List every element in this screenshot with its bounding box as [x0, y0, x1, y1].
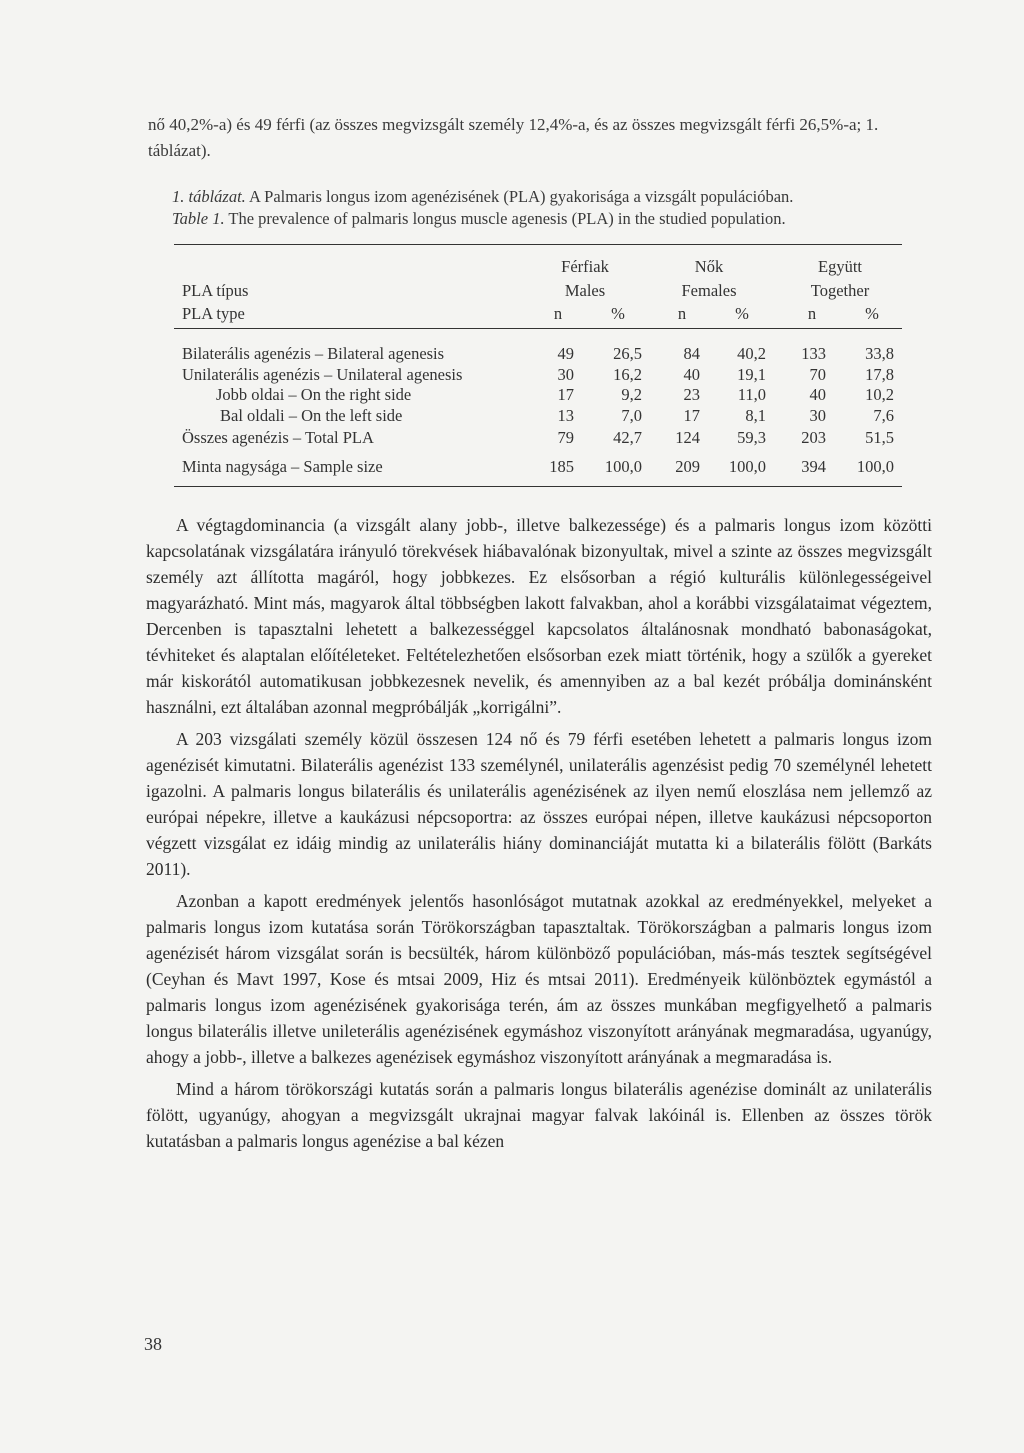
- table-cell: 133: [801, 344, 826, 363]
- table-cell: 26,5: [613, 344, 642, 363]
- body-paragraph: Azonban a kapott eredmények jelentős hasonlóságot mutatnak azokkal az eredményekkel, melyeket a palmaris longus izom kutatása során Törökországban tapasztaltak. Törökországban a palmaris longus izom agenézisét három vizsgálat során is becsülték, három különböző populációban, más-más tesztek segítségével (Ceyhan és Mavt 1997, Kose és mtsai 2009, Hiz és mtsai 2011). Eredményeik különböztek egymástól a palmaris longus izom agenézisének gyakorisága terén, ám az összes munkában megfigyelhető a palmaris longus bilaterális illetve unileterális agenézisének egymáshoz viszonyított arányának megmaradása, ugyanúgy, ahogy a jobb-, illetve a balkezes agenézisek egymáshoz viszonyított arányának a megmaradása is.: [146, 891, 932, 1067]
- table-caption-en-label: Table 1.: [172, 209, 225, 228]
- table-caption-en: [172, 208, 932, 230]
- table-top-rule: [174, 244, 902, 245]
- table-cell: 30: [557, 365, 574, 384]
- table-cell: 203: [801, 428, 826, 447]
- table-row-label: Összes agenézis – Total PLA: [182, 428, 374, 447]
- table-cell: 59,3: [737, 428, 766, 447]
- table-cell: 17: [683, 406, 700, 425]
- body-paragraph: A végtagdominancia (a vizsgált alany jobb-, illetve balkezessége) és a palmaris longus izom közötti kapcsolatának vizsgálatára irányuló törekvések hiábavalónak bizonyultak, mivel a szinte az összes megvizsgált személy azt állította magáról, hogy jobbkezes. Ez elsősorban a régió kulturális különlegességeivel magyarázható. Mint más, magyarok által többségben lakott falvakban, ahol a korábbi vizsgálataimat végeztem, Dercenben is tapasztalni lehetett a balkezességgel kapcsolatos általánosnak mondható babonaságokat, tévhiteket és alaptalan előítéleteket. Feltételezhetően elsősorban ezek miatt történik, hogy a szülők a gyereket már kiskorától automatikusan jobbkezesnek nevelik, és amennyiben az a bal kezét próbálja dominánsként használni, ezt általában azonnal megpróbálják „korrigálni”.: [146, 515, 932, 717]
- col1-header-hu: PLA típus: [182, 281, 249, 300]
- table-cell: 8,1: [745, 406, 766, 425]
- group-header-females-hu: Nők: [694, 257, 724, 276]
- table-row-label: Minta nagysága – Sample size: [182, 457, 383, 476]
- table-cell: 40: [683, 365, 700, 384]
- table-cell: 124: [675, 428, 700, 447]
- col1-header-en: PLA type: [182, 304, 245, 323]
- table-cell: 30: [809, 406, 826, 425]
- subheader-n: n: [677, 304, 687, 323]
- table-cell: 394: [801, 457, 826, 476]
- table-caption-hu-label: 1. táblázat.: [172, 187, 246, 206]
- table-cell: 10,2: [865, 385, 894, 404]
- table-row-label: Bilaterális agenézis – Bilateral agenesis: [182, 344, 445, 363]
- group-header-together-hu: Együtt: [818, 257, 862, 276]
- table-cell: 13: [557, 406, 574, 425]
- table-cell: 33,8: [865, 344, 894, 363]
- table-row-label: Jobb oldai – On the right side: [216, 385, 412, 404]
- table-bottom-rule: [174, 486, 902, 487]
- subheader-n: n: [807, 304, 817, 323]
- table-cell: 100,0: [856, 457, 894, 476]
- table-cell: 7,0: [621, 406, 642, 425]
- table-cell: 209: [675, 457, 700, 476]
- subheader-pct: %: [611, 304, 625, 323]
- table-header-rule: [174, 328, 902, 329]
- table-cell: 185: [549, 457, 574, 476]
- group-header-males-en: Males: [564, 281, 606, 300]
- table-cell: 51,5: [865, 428, 894, 447]
- subheader-n: n: [553, 304, 563, 323]
- table-cell: 79: [557, 428, 574, 447]
- table-cell: 9,2: [621, 385, 642, 404]
- intro-paragraph: nő 40,2%-a) és 49 férfi (az összes megvizsgált személy 12,4%-a, és az összes megvizsgált férfi 26,5%-a; 1. táblázat).: [148, 115, 879, 160]
- table-cell: 84: [683, 344, 700, 363]
- subheader-pct: %: [865, 304, 879, 323]
- page-number: 38: [144, 1334, 162, 1354]
- table-cell: 19,1: [737, 365, 766, 384]
- subheader-pct: %: [735, 304, 749, 323]
- table-cell: 40: [809, 385, 826, 404]
- group-header-females-en: Females: [681, 281, 737, 300]
- table-cell: 100,0: [728, 457, 766, 476]
- table-cell: 11,0: [737, 385, 766, 404]
- body-paragraph: Mind a három törökországi kutatás során a palmaris longus bilaterális agenézise dominált az unilaterális fölött, ugyanúgy, ahogyan a megvizsgált ukrajnai magyar falvak lakóinál is. Ellenben az összes török kutatásban a palmaris longus agenézise a bal kézen: [146, 1079, 932, 1151]
- table-cell: 49: [557, 344, 574, 363]
- table-cell: 40,2: [737, 344, 766, 363]
- table-cell: 17,8: [865, 365, 894, 384]
- table-cell: 7,6: [873, 406, 894, 425]
- body-text: [146, 512, 932, 1160]
- table-cell: 42,7: [613, 428, 642, 447]
- table-caption-hu: [172, 186, 932, 208]
- table-caption-en-text: The prevalence of palmaris longus muscle agenesis (PLA) in the studied population.: [228, 209, 786, 228]
- group-header-males-hu: Férfiak: [561, 257, 609, 276]
- table-row-label: Bal oldali – On the left side: [220, 406, 403, 425]
- table-cell: 16,2: [613, 365, 642, 384]
- table-row-label: Unilaterális agenézis – Unilateral agenesis: [182, 365, 463, 384]
- table-caption-hu-text: A Palmaris longus izom agenézisének (PLA) gyakorisága a vizsgált populációban.: [249, 187, 794, 206]
- body-paragraph: A 203 vizsgálati személy közül összesen 124 nő és 79 férfi esetében lehetett a palmaris longus izom agenézisét kimutatni. Bilaterális agenézist 133 személynél, unilaterális agenzésist pedig 70 személynél lehetett igazolni. A palmaris longus bilaterális és unilaterális agenézisének az ilyen nemű eloszlása nem jellemző az európai népekre, illetve a kaukázusi népcsoportra: az összes európai népen, illetve kaukázusi népcsoporton végzett vizsgálat ez idáig mindig az unilaterális hiány dominanciáját mutatta ki a bilaterális fölött (Barkáts 2011).: [146, 729, 932, 879]
- table-cell: 17: [557, 385, 574, 404]
- table-cell: 23: [683, 385, 700, 404]
- table-cell: 100,0: [604, 457, 642, 476]
- table-cell: 70: [809, 365, 826, 384]
- group-header-together-en: Together: [810, 281, 870, 300]
